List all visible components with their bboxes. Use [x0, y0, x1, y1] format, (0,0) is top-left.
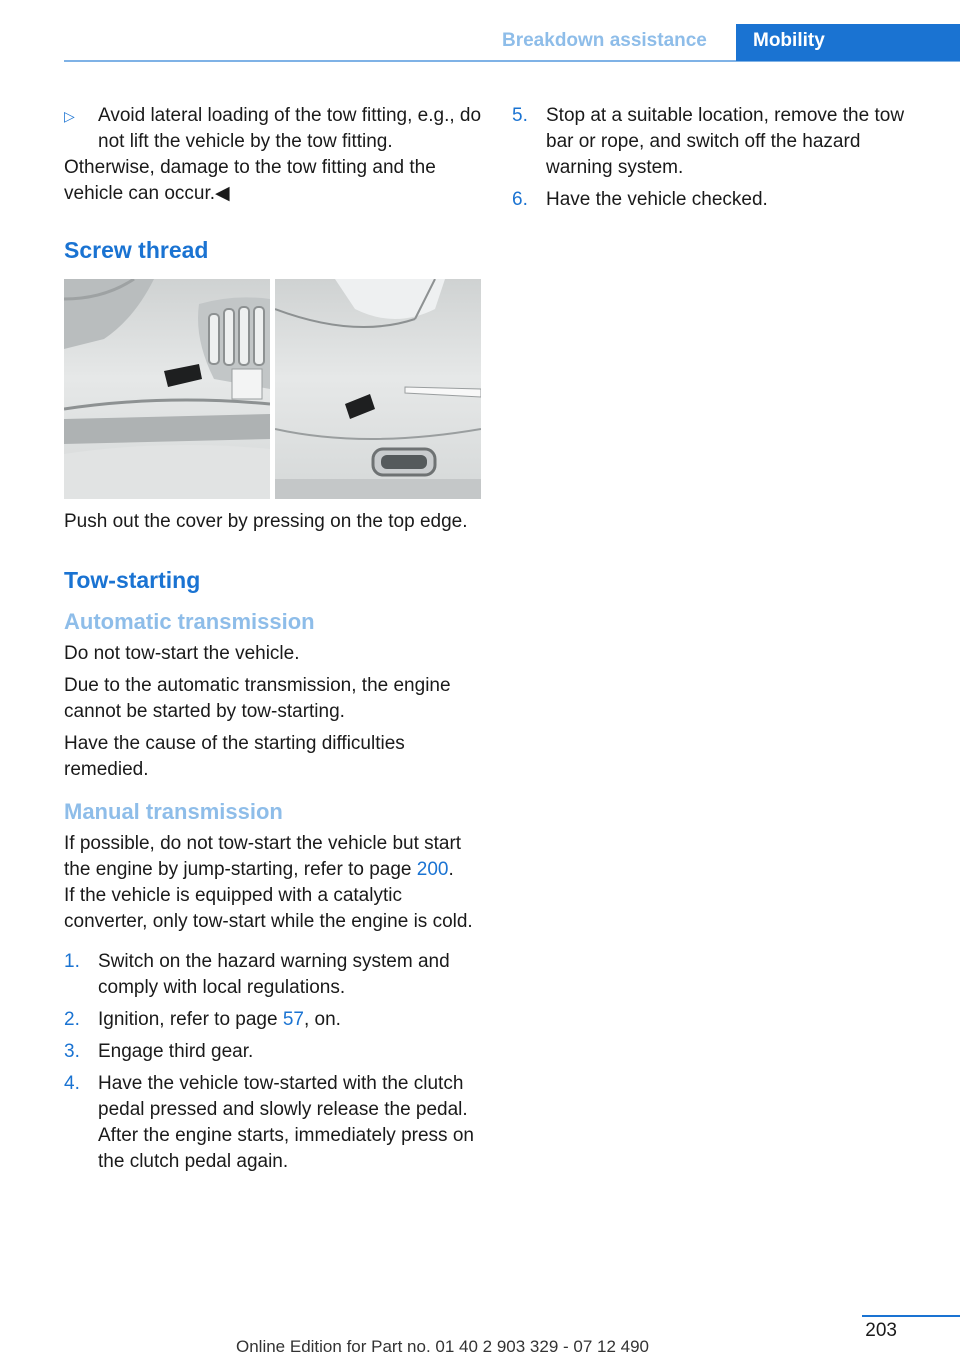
automatic-transmission-heading: Automatic transmission: [64, 609, 315, 634]
manual-paragraph-1-text: If possible, do not tow-start the vehicle but start the engine by jump-starting, refer to page: [64, 833, 462, 880]
screw-thread-figure: [64, 279, 482, 499]
list-item: [64, 949, 482, 1001]
step-text: Switch on the hazard warning system and comply with local regulations.: [98, 951, 450, 998]
step-number: 3.: [64, 1041, 80, 1062]
step-number: 2.: [64, 1009, 80, 1030]
step-text: Stop at a suitable location, remove the tow bar or rope, and switch off the hazard warning system.: [546, 105, 905, 178]
page-link-57[interactable]: 57: [282, 1009, 304, 1030]
left-column: [64, 103, 482, 1181]
list-item: [512, 187, 930, 213]
front-bumper-photo: [64, 279, 270, 499]
step-text: Have the vehicle checked.: [546, 189, 768, 210]
right-column: [512, 103, 930, 219]
list-item: [512, 103, 930, 181]
screw-thread-heading: Screw thread: [64, 237, 209, 263]
manual-transmission-heading: Manual transmission: [64, 799, 283, 824]
step-text: Have the vehicle tow-started with the clutch pedal pressed and slowly release the pedal. After the engine starts, immediately press on the clutch pedal again.: [98, 1073, 474, 1172]
bullet-item: [64, 103, 482, 155]
step-number: 4.: [64, 1073, 80, 1094]
tow-start-steps-list: [64, 949, 482, 1175]
edition-text: Online Edition for Part no. 01 40 2 903 329 - 07 12 490: [236, 1337, 650, 1356]
step-text-end: , on.: [303, 1009, 341, 1030]
automatic-paragraph-1: Do not tow-start the vehicle.: [64, 643, 300, 664]
page-number: 203: [865, 1320, 897, 1341]
manual-paragraph-2: If the vehicle is equipped with a catalytic converter, only tow-start while the engine is cold.: [64, 885, 473, 932]
automatic-paragraph-2: Due to the automatic transmission, the engine cannot be started by tow-starting.: [64, 675, 451, 722]
bullet-text: Avoid lateral loading of the tow fitting, e.g., do not lift the vehicle by the tow fitting.: [98, 105, 482, 152]
footer-rule: [862, 1315, 960, 1317]
step-number: 6.: [512, 189, 528, 210]
figure-caption: Push out the cover by pressing on the top edge.: [64, 511, 468, 532]
rear-bumper-photo: [275, 279, 481, 499]
list-item: [64, 1007, 482, 1033]
header-chapter-tab: Mobility: [736, 24, 960, 61]
warning-paragraph: Otherwise, damage to the tow fitting and the vehicle can occur.◀: [64, 157, 436, 204]
step-number: 1.: [64, 951, 80, 972]
header-section-title: Breakdown assistance: [502, 30, 707, 51]
step-text: [98, 1007, 341, 1033]
list-item: [64, 1071, 482, 1175]
page-link-200[interactable]: 200: [416, 859, 449, 880]
list-item: [64, 1039, 482, 1065]
step-text: Engage third gear.: [98, 1041, 254, 1062]
manual-paragraph-1-end: .: [448, 859, 454, 880]
automatic-paragraph-3: Have the cause of the starting difficulties remedied.: [64, 733, 405, 780]
triangle-bullet-icon: ▷: [64, 108, 75, 124]
tow-starting-heading: Tow-starting: [64, 567, 201, 593]
manual-paragraph-1: [64, 831, 482, 883]
step-number: 5.: [512, 105, 528, 126]
step-text-start: Ignition, refer to page: [98, 1009, 283, 1030]
